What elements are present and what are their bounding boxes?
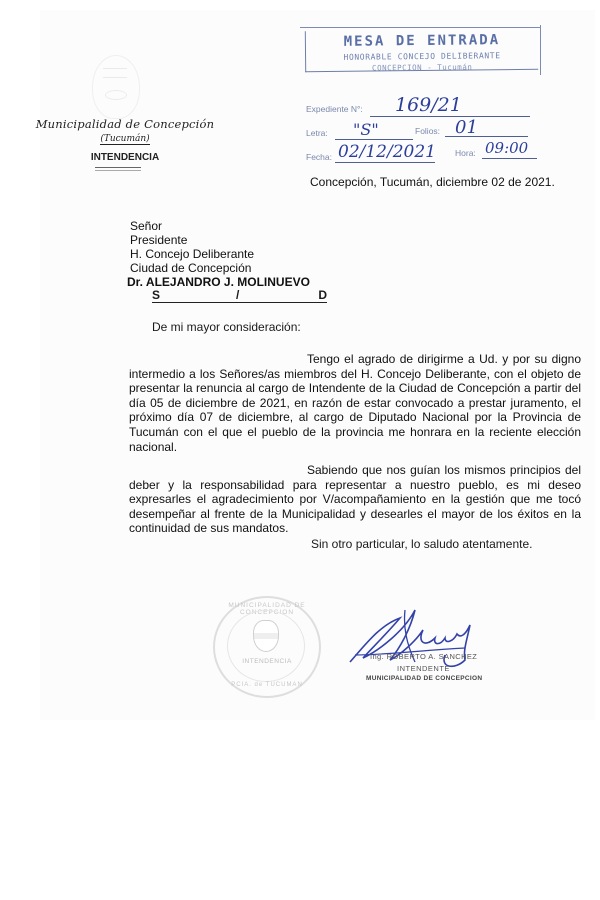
- addressee-title: Presidente: [130, 233, 188, 247]
- municipality-name: Municipalidad de Concepción: [35, 117, 215, 131]
- expediente-value: 169/21: [395, 94, 462, 116]
- reception-stamp: [305, 29, 538, 72]
- addressee-salutation: Señor: [130, 219, 163, 233]
- sd-left: S: [152, 288, 161, 302]
- body-paragraph-2: Sabiendo que nos guían los mismos principios del deber y la responsabilidad para representar a nuestro pueblo, es mi deseo expresarles el agradecimiento por V/acompañamiento en la gestión que me tocó desempeñar al frente de la Municipalidad y desearles el mayor de los éxitos en la continuidad de sus mandatos.: [129, 463, 581, 536]
- expediente-line: [370, 116, 530, 117]
- sd-mid: /: [236, 288, 240, 302]
- body-paragraph-1: Tengo el agrado de dirigirme a Ud. y por su digno intermedio a los Señores/as miembros del H. Concejo Deliberante, con el objeto de presentar la renuncia al cargo de Intendente de la Ciudad de Concepción a partir del día 05 de diciembre de 2021, en razón de estar convocado a prestar juramento, el próximo día 07 de diciembre, al cargo de Diputado Nacional por la Provincia de Tucumán con el que el pueblo de la provincia me honrara en la reciente elección nacional.: [129, 352, 581, 454]
- letra-label: Letra:: [306, 128, 328, 138]
- addressee-name: Dr. ALEJANDRO J. MOLINUEVO: [127, 275, 310, 289]
- signatory-role: INTENDENTE: [397, 664, 450, 673]
- stamp-title: MESA DE ENTRADA: [343, 32, 501, 50]
- greeting: De mi mayor consideración:: [152, 320, 301, 334]
- signatory-organization: MUNICIPALIDAD DE CONCEPCION: [366, 675, 483, 682]
- sd-right: D: [318, 288, 327, 302]
- signatory-name: Ing. ROBERTO A. SANCHEZ: [370, 652, 478, 661]
- expediente-label: Expediente N°:: [306, 104, 363, 114]
- hora-label: Hora:: [455, 148, 476, 158]
- official-seal: [213, 596, 321, 698]
- addressee-city: Ciudad de Concepción: [130, 261, 252, 275]
- stamp-border: [540, 25, 541, 75]
- seal-ring-bottom: PCIA. de TUCUMAN: [231, 682, 303, 688]
- hora-line: [482, 158, 537, 159]
- coat-of-arms-watermark-icon: [92, 55, 140, 119]
- fecha-label: Fecha:: [306, 152, 332, 162]
- letra-line: [335, 139, 413, 140]
- fecha-line: [335, 162, 435, 163]
- province-label: (Tucumán): [100, 134, 150, 144]
- department-underline: [95, 167, 141, 171]
- folios-label: Folios:: [415, 126, 441, 136]
- seal-ring-top: MUNICIPALIDAD DE CONCEPCION: [228, 602, 306, 616]
- stamp-location: CONCEPCION - Tucumán: [371, 62, 473, 73]
- fecha-value: 02/12/2021: [338, 142, 436, 162]
- letra-value: "S": [353, 120, 379, 139]
- letter-date: Concepción, Tucumán, diciembre 02 de 2021.: [310, 175, 555, 189]
- stamp-border: [300, 27, 540, 28]
- stamp-institution: HONORABLE CONCEJO DELIBERANTE: [343, 51, 501, 62]
- su-despacho-line: [152, 288, 327, 303]
- shield-icon: [253, 620, 279, 652]
- seal-center-text: INTENDENCIA: [242, 658, 292, 665]
- hora-value: 09:00: [485, 139, 529, 157]
- closing-line: Sin otro particular, lo saludo atentamente.: [311, 537, 533, 551]
- folios-value: 01: [455, 117, 478, 138]
- addressee-body: H. Concejo Deliberante: [130, 247, 255, 261]
- department-label: INTENDENCIA: [90, 152, 160, 163]
